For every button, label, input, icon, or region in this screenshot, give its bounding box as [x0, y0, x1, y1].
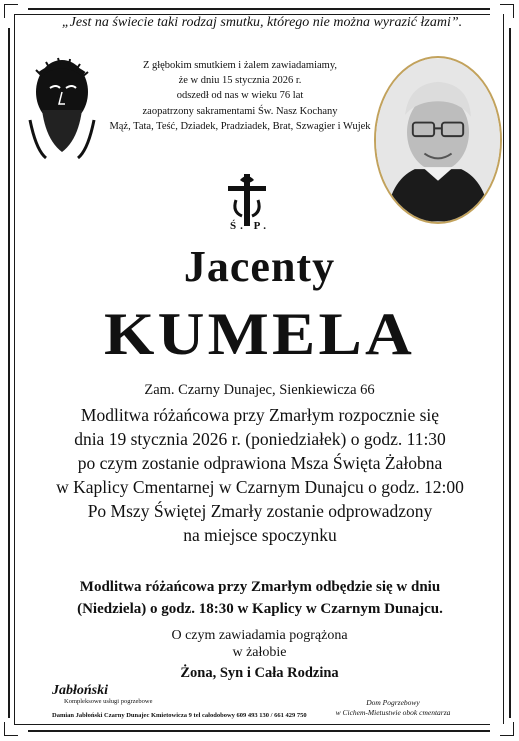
intro-line: zaopatrzony sakramentami Św. Nasz Kochany	[142, 105, 338, 117]
mass-line: w Kaplicy Cmentarnej w Czarnym Dunajcu o godz. 12:00	[56, 477, 464, 497]
surname: KUMELA	[103, 301, 416, 367]
deceased-portrait	[374, 56, 502, 224]
intro-text	[110, 58, 370, 134]
frame-bottom	[28, 730, 490, 732]
intro-line: odszedł od nas w wieku 76 lat	[176, 90, 304, 102]
funeral-home-contact: Damian Jabłoński Czarny Dunajec Kmietowicza 9 tel całodobowy 609 493 130 / 661 429 750	[52, 712, 307, 719]
frame-top	[28, 8, 490, 10]
notify-info	[0, 627, 519, 682]
quote-text: „Jest na świecie taki rodzaj smutku, którego nie można wyrazić łzami”.	[61, 15, 463, 30]
rosary-info	[20, 576, 500, 620]
christ-image	[16, 40, 108, 162]
rosary-line: (Niedziela) o godz. 18:30 w Kaplicy w Czarnym Dunajcu.	[77, 601, 443, 617]
notify-line: O czym zawiadamia pogrążona	[171, 628, 348, 643]
address: Zam. Czarny Dunajec, Sienkiewicza 66	[144, 382, 375, 398]
first-name: Jacenty	[183, 242, 336, 291]
mass-line: Po Mszy Świętej Zmarły zostanie odprowadzony	[87, 501, 433, 521]
mass-line: Modlitwa różańcowa przy Zmarłym rozpocznie się	[80, 405, 440, 425]
funeral-home-logo: Jabłoński	[52, 683, 109, 698]
corner-ornament	[4, 4, 18, 18]
intro-line: Z głębokim smutkiem i żalem zawiadamiamy,	[142, 60, 338, 71]
funeral-home-location	[318, 698, 468, 718]
intro-line: Mąż, Tata, Teść, Dziadek, Pradziadek, Brat, Szwagier i Wujek	[109, 120, 371, 132]
sp-label: Ś. P.	[229, 220, 271, 232]
mass-line: dnia 19 stycznia 2026 r. (poniedziałek) o godz. 11:30	[74, 429, 446, 449]
mass-line: na miejsce spoczynku	[183, 525, 337, 545]
corner-ornament	[500, 4, 514, 18]
notify-line: w żałobie	[232, 645, 287, 660]
frame-right	[509, 28, 511, 718]
corner-ornament	[500, 722, 514, 736]
frame-inner-bottom	[14, 724, 490, 725]
frame-left	[8, 28, 10, 718]
rosary-line: Modlitwa różańcowa przy Zmarłym odbędzie się w dniu	[79, 579, 441, 595]
mass-info	[40, 403, 480, 547]
intro-line: że w dniu 15 stycznia 2026 r.	[178, 75, 302, 87]
mass-line: po czym zostanie odprawiona Msza Święta Żałobna	[77, 453, 443, 473]
location-line: Dom Pogrzebowy	[366, 698, 420, 707]
funeral-home-tagline: Kompleksowe usługi pogrzebowe	[64, 698, 153, 705]
location-line: w Cichem-Mietustwie obok cmentarza	[335, 708, 451, 717]
family-signature: Żona, Syn i Cała Rodzina	[180, 665, 339, 681]
corner-ornament	[4, 722, 18, 736]
